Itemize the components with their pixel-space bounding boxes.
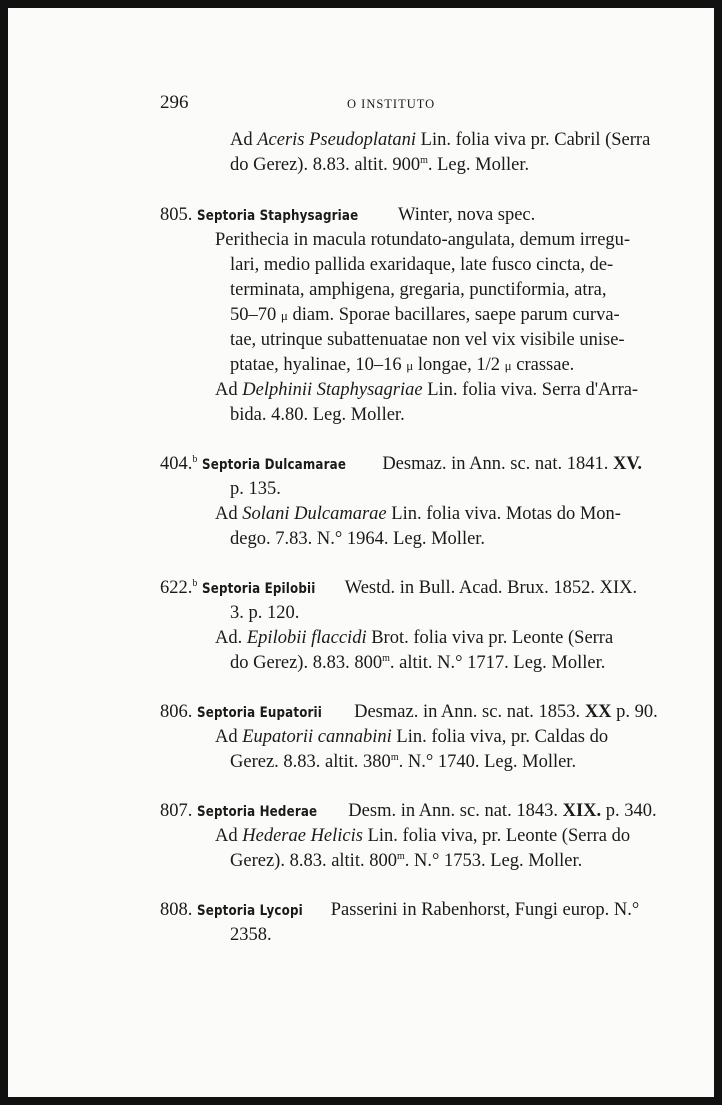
host-name: Eupatorii cannabini (242, 727, 392, 747)
entry-807-locality-line: Gerez). 8.83. altit. 800$^m$. N.° 1753. Leg. Moller. (230, 850, 583, 871)
host-name: Hederae Helicis (242, 826, 363, 846)
entry-number: 805. (160, 205, 193, 225)
species-name: Septoria Dulcamarae (202, 457, 347, 473)
entry-622-heading: 622.$^b$ Septoria Epilobii Westd. in Bull. Acad. Brux. 1852. XIX. (160, 576, 637, 601)
species-name: Septoria Epilobii (202, 581, 316, 597)
entry-805-locality-line: bida. 4.80. Leg. Moller. (230, 405, 405, 425)
species-name: Septoria Hederae (197, 804, 318, 820)
species-name: Septoria Eupatorii (197, 705, 323, 721)
entry-808-heading: 808. Septoria Lycopi Passerini in Rabenhorst, Fungi europ. N.° (160, 898, 639, 923)
entry-807-heading: 807. Septoria Hederae Desm. in Ann. sc. nat. 1843. XIX. p. 340. (160, 799, 657, 824)
entry-805-description-4: 50–70 μ diam. Sporae bacillares, saepe parum curva- (230, 305, 620, 325)
running-head: O INSTITUTO (347, 97, 436, 111)
entry-number: 404. (160, 454, 193, 474)
host-name: Delphinii Staphysagriae (242, 380, 423, 400)
entry-807-host-line: Ad Hederae Helicis Lin. folia viva, pr. Leonte (Serra do (215, 826, 631, 846)
entry-806-heading: 806. Septoria Eupatorii Desmaz. in Ann. sc. nat. 1853. XX p. 90. (160, 700, 658, 725)
page-number: 296 (160, 92, 189, 113)
entry-404-heading: 404.$^b$ Septoria Dulcamarae Desmaz. in Ann. sc. nat. 1841. XV. (160, 452, 642, 477)
entry-622-page-line: 3. p. 120. (230, 603, 300, 623)
entry-404-host-line: Ad Solani Dulcamarae Lin. folia viva. Motas do Mon- (215, 504, 621, 524)
entry-404-locality-line: dego. 7.83. N.° 1964. Leg. Moller. (230, 529, 486, 549)
species-name: Septoria Staphysagriae (197, 208, 359, 224)
entry-805-description-1: Perithecia in macula rotundato-angulata, demum irregu- (215, 230, 631, 250)
entry-805-heading: 805. Septoria Staphysagriae Winter, nova spec. (160, 203, 535, 228)
entry-805-description-2: lari, medio pallida exaridaque, late fusco cincta, de- (230, 255, 614, 275)
entry-404-page-line: p. 135. (230, 479, 281, 499)
host-name: Epilobii flaccidi (246, 628, 367, 648)
entry-number: 808. (160, 900, 193, 920)
entry-805-description-3: terminata, amphigena, gregaria, punctiformia, atra, (230, 280, 607, 300)
entry-622-host-line: Ad. Epilobii flaccidi Brot. folia viva pr. Leonte (Serra (215, 628, 614, 648)
entry-806-host-line: Ad Eupatorii cannabini Lin. folia viva, pr. Caldas do (215, 727, 609, 747)
entry-805-description-5: tae, utrinque subattenuatae non vel vix visibile unise- (230, 330, 625, 350)
species-name: Septoria Lycopi (197, 903, 303, 919)
host-name: Aceris Pseudoplatani (257, 130, 417, 150)
entry-number: 806. (160, 702, 193, 722)
entry-805-description-6: ptatae, hyalinae, 10–16 μ longae, 1/2 μ crassae. (230, 355, 575, 375)
intro-host-line: Ad Aceris Pseudoplatani Lin. folia viva pr. Cabril (Serra (230, 130, 651, 150)
entry-805-host-line: Ad Delphinii Staphysagriae Lin. folia viva. Serra d'Arra- (215, 380, 639, 400)
entry-number: 622. (160, 578, 193, 598)
entry-806-locality-line: Gerez. 8.83. altit. 380$^m$. N.° 1740. Leg. Moller. (230, 751, 577, 772)
intro-locality-line: do Gerez). 8.83. altit. 900$^m$. Leg. Moller. (230, 154, 530, 175)
entry-808-number-line: 2358. (230, 925, 272, 945)
entry-number: 807. (160, 801, 193, 821)
entry-622-locality-line: do Gerez). 8.83. 800$^m$. altit. N.° 1717. Leg. Moller. (230, 652, 606, 673)
book-page (8, 8, 714, 1097)
host-name: Solani Dulcamarae (242, 504, 387, 524)
